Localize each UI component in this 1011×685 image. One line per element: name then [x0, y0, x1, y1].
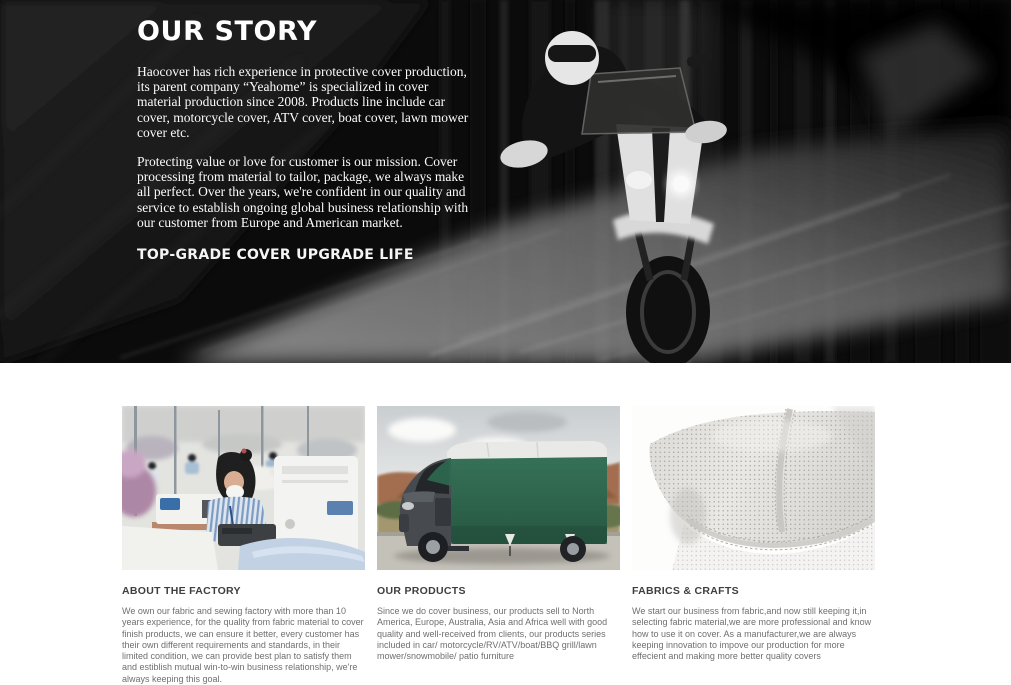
feature-body-fabrics: We start our business from fabric,and now still keeping it,in selecting fabric material,we are more professional and know how to use it on cover. As a manufacturer,we are always keeping innovation to impove our production for more effecient and making more better quality covers	[632, 606, 872, 662]
feature-column-fabrics	[632, 406, 875, 685]
feature-heading-products: OUR PRODUCTS	[377, 585, 466, 597]
features-section	[122, 406, 1011, 685]
feature-body-factory: We own our fabric and sewing factory with more than 10 years experience, for the quality from fabric material to cover finish products, we can ensure it better, every customer has their own different requirements and standards, in their limited condition, we can provide best plan to satisfy them and estiblish mutual win-to-win business relationship, we're always keeping this goal.	[122, 606, 364, 684]
hero-paragraph-1: Haocover has rich experience in protective cover production, its parent company “Yeahome” is specialized in cover material production since 2008. Products line include car cover, motorcycle cover, ATV cover, boat cover, lawn mower cover etc.	[137, 64, 469, 140]
products-photo	[377, 406, 620, 570]
hero-paragraph-2: Protecting value or love for customer is our mission. Cover processing from material to tailor, package, we always make all perfect. Over the years, we're confident in our quality and service to establish ongoing global business relationship with our customer from Europe and American market.	[137, 154, 469, 230]
feature-column-factory	[122, 406, 365, 685]
hero-tagline: TOP-GRADE COVER UPGRADE LIFE	[137, 247, 414, 264]
feature-body-products: Since we do cover business, our products sell to North America, Europe, Australia, Asia and Africa well with good quality and well-received from clients, our products series included in car/ motorcycle/RV/ATV/boat/BBQ grill/lawn mower/snowmobile/ patio furniture	[377, 606, 608, 662]
hero-text-block	[137, 16, 469, 263]
page-title: OUR STORY	[137, 16, 318, 47]
factory-photo	[122, 406, 365, 570]
feature-heading-fabrics: FABRICS & CRAFTS	[632, 585, 739, 597]
feature-column-products	[377, 406, 620, 685]
feature-heading-factory: ABOUT THE FACTORY	[122, 585, 241, 597]
fabrics-photo	[632, 406, 875, 570]
